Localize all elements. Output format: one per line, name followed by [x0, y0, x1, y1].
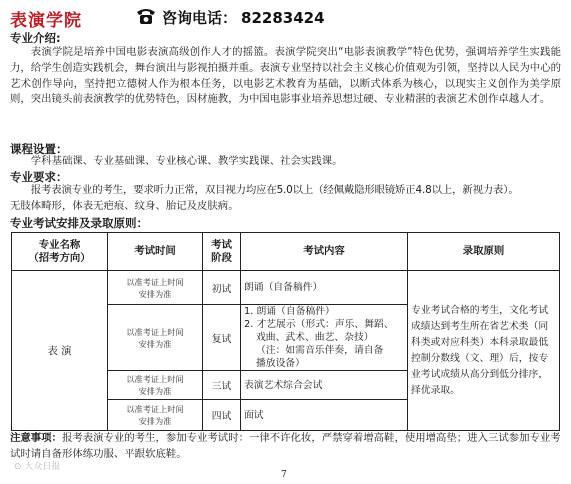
content-cell: 1. 朗诵（自备稿件） 2. 才艺展示（形式：声乐、舞蹈、 戏曲、武术、曲艺、杂技） （注：如需音乐伴奏，请自备 播放设备） — [241, 305, 408, 371]
courses-text: 学科基础课、专业基础课、专业核心课、教学实践课、社会实践课。 — [30, 155, 343, 167]
stage-cell: 三试 — [203, 371, 241, 400]
header-time: 考试时间 — [108, 233, 203, 271]
intro-text: 表演学院是培养中国电影表演高级创作人才的摇篮。表演学院突出“电影表演教学”特色优势，强调培养学生实践能力，给学生创造实践机会，舞台演出与影视拍摄并重。表演专业坚持以社会主义核心价值观为引领，坚持以人民为中心的艺术创作导向，坚持把立德树人作为根本任务，以电影艺术教育为基础，以断式体系为核心，以现实主义创作为美学原则，突出镜头前表演教学的优势特色，因材施教，为中国电影事业培养思想过硬、专业精湛的表演艺术创作卓越人才。 — [10, 46, 561, 106]
courses-title: 课程设置： — [10, 142, 68, 156]
table-row — [12, 271, 560, 305]
phone-label: 咨询电话： — [162, 9, 238, 27]
header-major: 专业名称 （招考方向） — [12, 233, 108, 271]
telephone-icon — [135, 7, 157, 29]
watermark — [14, 459, 60, 472]
notice — [10, 431, 561, 462]
watermark-text: 大众日报 — [24, 462, 61, 472]
page-number: 7 — [281, 470, 287, 480]
requirements-title: 专业要求： — [10, 170, 68, 184]
requirements-line2: 无肢体畸形，体表无疤痕、纹身、胎记及皮肤病。 — [10, 200, 239, 212]
phone-number: 82283424 — [241, 9, 325, 27]
watermark-logo-icon: ⊙ — [14, 462, 22, 472]
time-cell: 以准考证上时间 安排为准 — [108, 271, 203, 305]
exam-table — [11, 232, 560, 431]
time-cell: 以准考证上时间 安排为准 — [108, 400, 203, 431]
header-stage: 考试 阶段 — [203, 233, 241, 271]
stage-cell: 四试 — [203, 400, 241, 431]
requirements-line1: 报考表演专业的考生，要求听力正常，双目视力均应在5.0以上（经佩戴隐形眼镜矫正4.8以上，新视力表）。 — [30, 184, 519, 196]
content-cell: 表演艺术综合会试 — [241, 371, 408, 400]
table-header-row — [12, 233, 560, 271]
content-cell: 面试 — [241, 400, 408, 431]
intro-title: 专业介绍: — [10, 31, 61, 45]
header — [10, 6, 550, 31]
major-cell: 表 演 — [12, 271, 108, 431]
rule-cell: 专业考试合格的考生，文化考试成绩达到考生所在省艺术类（同科类或对应科类）本科录取最低控制分数线（文、理）后，按专业考试成绩从高分到低分排序，择优录取。 — [408, 271, 560, 431]
header-content: 考试内容 — [241, 233, 408, 271]
time-cell: 以准考证上时间 安排为准 — [108, 371, 203, 400]
content-cell: 朗诵（自备稿件） — [241, 271, 408, 305]
stage-cell: 复试 — [203, 305, 241, 371]
phone-line — [162, 7, 325, 28]
school-title: 表演学院 — [10, 11, 82, 31]
exam-title: 专业考试安排及录取原则： — [10, 216, 148, 230]
stage-cell: 初试 — [203, 271, 241, 305]
notice-text: 报考表演专业的考生，参加专业考试时：一律不许化妆，严禁穿着增高鞋，使用增高垫；进入三试参加专业考试时请自备形体练功服、平跟软底鞋。 — [10, 432, 561, 460]
time-cell: 以准考证上时间 安排为准 — [108, 305, 203, 371]
notice-label: 注意事项： — [10, 432, 62, 444]
header-rule: 录取原则 — [408, 233, 560, 271]
